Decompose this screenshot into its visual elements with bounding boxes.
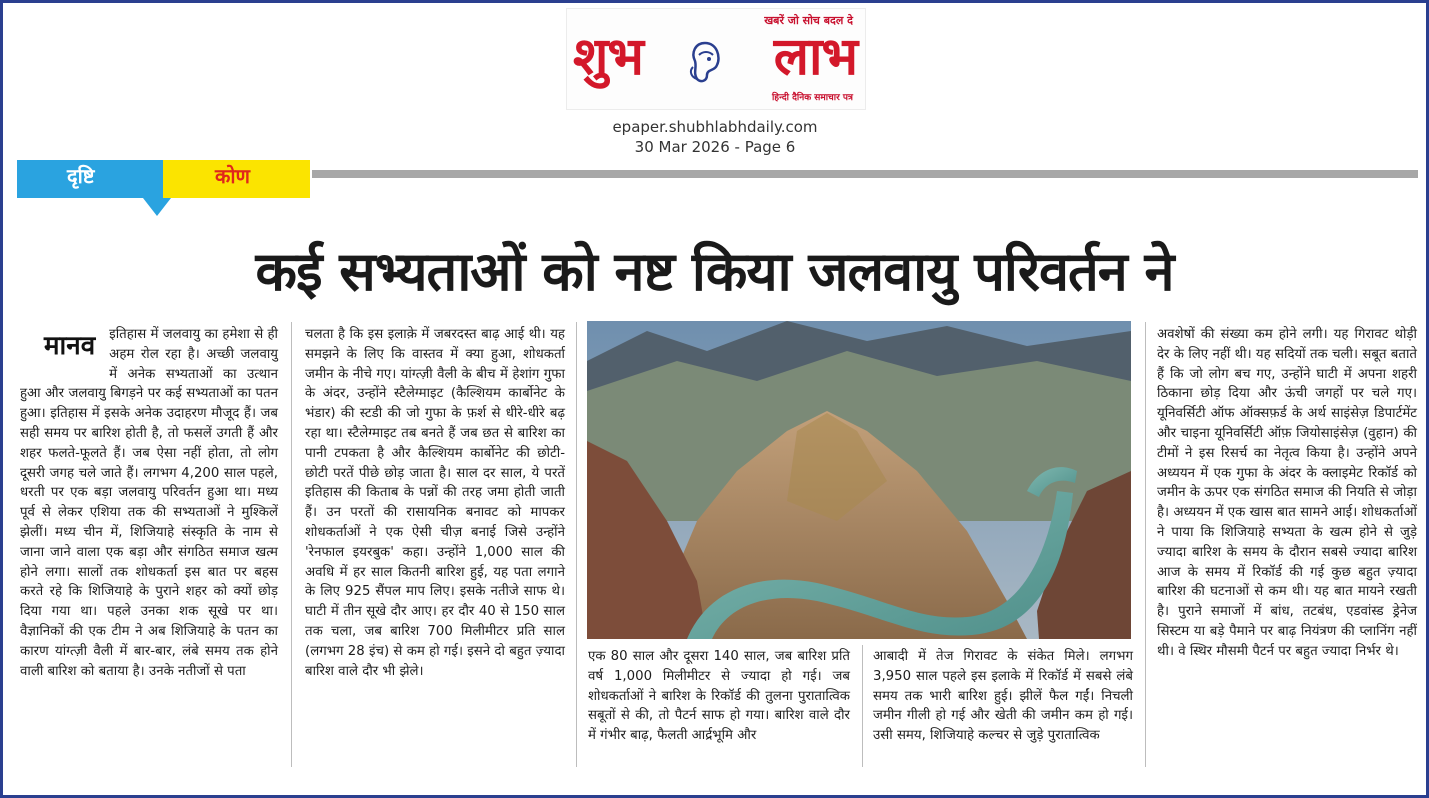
epaper-url: epaper.shubhlabhdaily.com [612, 118, 818, 136]
column-1-text: इतिहास में जलवायु का हमेशा से ही अहम रोल रहा है। अच्छी जलवायु में अनेक सभ्यताओं का उत्थान हुआ और जलवायु बिगड़ने पर कई सभ्यताओं का पतन हुआ। इतिहास में इसके अनेक उदाहरण मौजूद हैं। जब सही समय पर बारिश होती है, तो फसलें उगती हैं और शहर फलते-फूलते हैं। जब ऐसा नहीं होता, तो लोग दूसरी जगह चले जाते हैं। लगभग 4,200 साल पहले, धरती पर एक बड़ा जलवायु परिवर्तन हुआ था। मध्य पूर्व से लेकर एशिया तक की सभ्यताओं ने मुश्किलें झेलीं। मध्य चीन में, शिजियाहे संस्कृति के नाम से जाना जाने वाला एक बड़ा और संगठित समाज खत्म होने लगा। सालों तक शोधकर्ता इस बात पर बहस करते रहे कि शिजियाहे के पुराने शहर को क्यों छोड़ दिया गया था। पहले उनका शक सूखे पर था। वैज्ञानिकों की एक टीम ने अब शिजियाहे के पतन का कारण यांग्त्ज़ी वैली में बार-बार, लंबे समय तक होने वाली बारिश को बताया है। उनके नतीजों से पता [20, 327, 278, 679]
masthead-tagline: खबरें जो सोच बदल दे [764, 14, 853, 27]
lead-word: मानव [44, 331, 96, 361]
valley-river-photo [587, 321, 1131, 639]
column-divider [862, 645, 863, 767]
article-column-3 [588, 647, 850, 746]
article-column-2 [305, 325, 565, 681]
logo-word-right: लाभ [773, 27, 857, 87]
section-tag-left-text: दृष्टि [67, 164, 95, 188]
column-divider [291, 322, 292, 767]
column-2-text: चलता है कि इस इलाक़े में जबरदस्त बाढ़ आई थी। यह समझने के लिए कि वास्तव में क्या हुआ, शोधकर्ता जमीन के नीचे गए। यांग्त्ज़ी वैली के बीच में हेशांग गुफा के अंदर, उन्होंने स्टैलेग्माइट (कैल्शियम कार्बोनेट के भंडार) की स्टडी की जो गुफा के फ़र्श से धीरे-धीरे बढ़ रहा था। स्टैलेग्माइट तब बनते हैं जब छत से बारिश का पानी टपकता है और कैल्शियम कार्बोनेट की छोटी-छोटी परतें पीछे छोड़ जाता है। साल दर साल, ये परतें इतिहास की किताब के पन्नों की तरह जमा होती जाती हैं। उन परतों की रासायनिक बनावट को मापकर शोधकर्ताओं ने एक ऐसी चीज़ बनाई जिसे उन्होंने 'रेनफाल इयरबुक' कहा। उन्होंने 1,000 साल की अवधि में हर साल कितनी बारिश हुई, यह पता लगाने के लिए 925 सैंपल माप लिए। इसके नतीजे साफ थे। घाटी में तीन सूखे दौर आए। हर दौर 40 से 150 साल तक चला, जब बारिश 700 मिलीमीटर प्रति साल (लगभग 28 इंच) से कम हो गई। इसने दो बहुत ज़्यादा बारिश वाले दौर भी झेले। [305, 327, 565, 679]
column-divider [576, 322, 577, 767]
masthead-subtag: हिन्दी दैनिक समाचार पत्र [771, 93, 853, 103]
column-3-text: एक 80 साल और दूसरा 140 साल, जब बारिश प्रति वर्ष 1,000 मिलीमीटर से ज्यादा हो गई। जब शोधकर्ताओं ने बारिश के रिकॉर्ड की तुलना पुरातात्विक सबूतों से की, तो पैटर्न साफ हो गया। बारिश वाले दौर में गंभीर बाढ़, फैलती आर्द्रभूमि और [588, 649, 850, 744]
section-rule [312, 170, 1418, 178]
article-headline: कई सभ्यताओं को नष्ट किया जलवायु परिवर्तन ने [255, 240, 1174, 303]
article-column-4 [873, 647, 1133, 746]
section-tag-notch [143, 198, 171, 216]
article-column-5 [1157, 325, 1417, 662]
column-5-text: अवशेषों की संख्या कम होने लगी। यह गिरावट थोड़ी देर के लिए नहीं थी। यह सदियों तक चली। सबूत बताते हैं कि जो लोग बच गए, उन्होंने घाटी में अपना शहरी ठिकाना छोड़ दिया और ऊंची जगहों पर चले गए। यूनिवर्सिटी ऑफ ऑक्सफ़र्ड के अर्थ साइंसेज़ डिपार्टमेंट और चाइना यूनिवर्सिटी ऑफ़ जियोसाइंसेज़ (वुहान) की टीमों ने इस रिसर्च का नेतृत्व किया है। उन्होंने अपने अध्ययन में एक गुफा के अंदर के क्लाइमेट रिकॉर्ड को जमीन के ऊपर एक संगठित समाज की नियति से जोड़ा है। अध्ययन में एक खास बात सामने आई। शोधकर्ताओं ने पाया कि शिजियाहे सभ्यता के खत्म होने से जुड़े ज्यादा बारिश के समय के दौरान सबसे ज्यादा बारिश आज के समय में रिकॉर्ड की गई कुछ बहुत ज़्यादा बारिश की घटनाओं से कम थी। यह बात मायने रखती है। पुराने समाजों में बांध, तटबंध, एडवांस्ड ड्रेनेज सिस्टम या बड़े पैमाने पर बाढ़ नियंत्रण की प्लानिंग नहीं थी। वे स्थिर मौसमी पैटर्न पर बहुत ज्यादा निर्भर थे। [1157, 327, 1417, 659]
section-tag-right-text: कोण [215, 164, 250, 188]
section-tag-left [17, 160, 163, 198]
column-4-text: आबादी में तेज गिरावट के संकेत मिले। लगभग 3,950 साल पहले इस इलाके में रिकॉर्ड में सबसे लंबे समय तक भारी बारिश हुई। झीलें फैल गईं। निचली जमीन गीली हो गई और खेती की जमीन कम हो गई। उसी समय, शिजियाहे कल्चर से जुड़े पुरातात्विक [873, 649, 1133, 744]
section-tag-right [163, 160, 310, 198]
column-divider [1145, 322, 1146, 767]
epaper-date-page: 30 Mar 2026 - Page 6 [634, 138, 796, 156]
newspaper-masthead [566, 8, 866, 110]
ganesh-icon [685, 37, 725, 85]
article-column-1 [20, 325, 278, 681]
logo-word-left: शुभ [573, 27, 643, 87]
